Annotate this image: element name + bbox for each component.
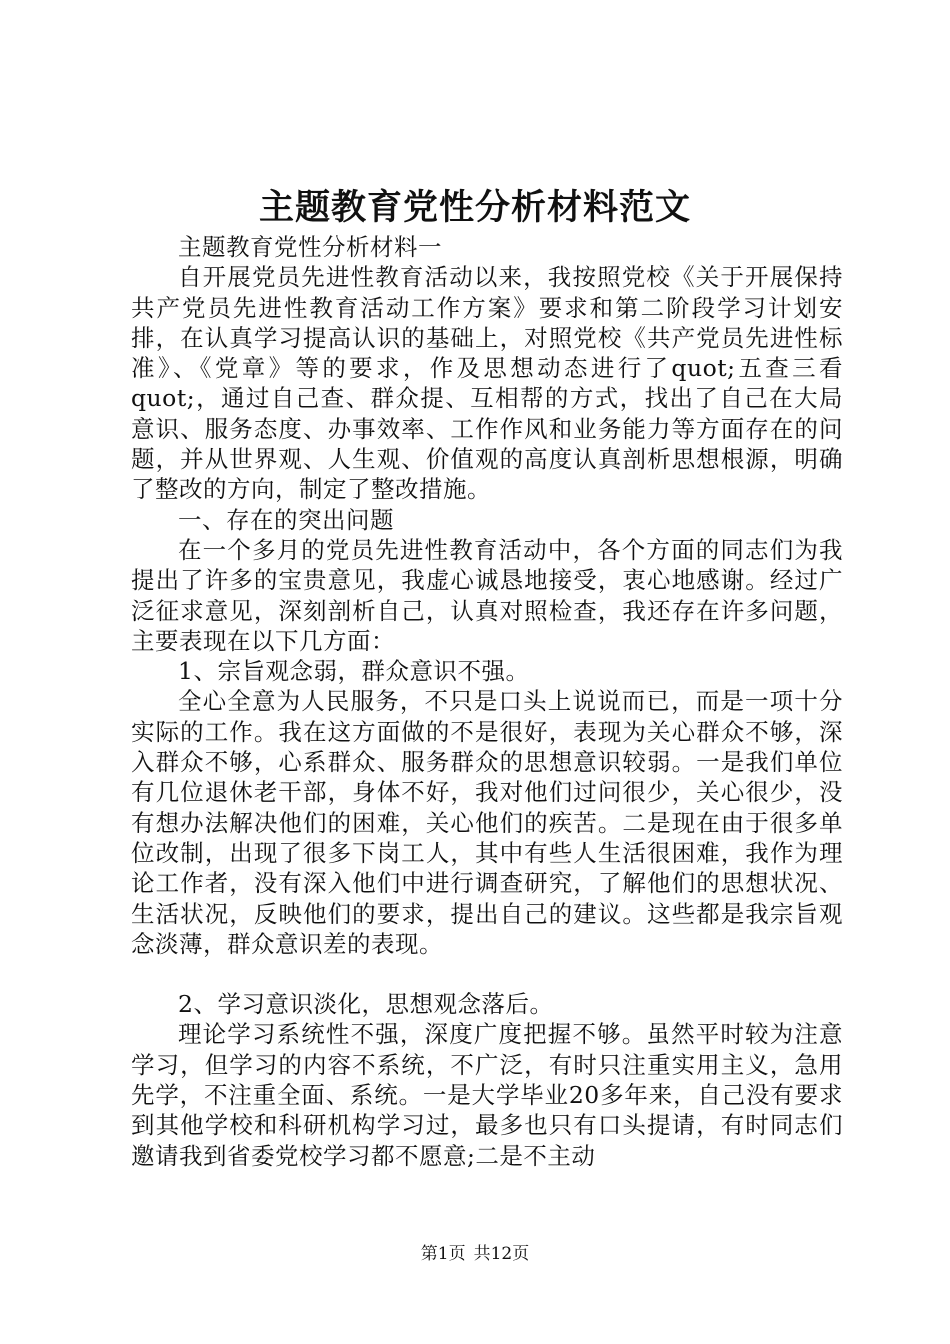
subsection-heading: 1、宗旨观念弱，群众意识不强。 bbox=[178, 657, 530, 686]
section-heading: 一、存在的突出问题 bbox=[178, 505, 394, 534]
page-total: 共12页 bbox=[473, 1244, 530, 1264]
document-body bbox=[131, 232, 843, 1171]
body-paragraph: 自开展党员先进性教育活动以来，我按照党校《关于开展保持共产党员先进性教育活动工作方案》要求和第二阶段学习计划安排，在认真学习提高认识的基础上，对照党校《共产党员先进性标准》、《党章》等的要求，作及思想动态进行了quot;五查三看quot;，通过自己查、群众提、互相帮的方式，找出了自己在大局意识、服务态度、办事效率、工作作风和业务能力等方面存在的问题，并从世界观、人生观、价值观的高度认真剖析思想根源，明确了整改的方向，制定了整改措施。 bbox=[131, 263, 843, 504]
body-paragraph: 在一个多月的党员先进性教育活动中，各个方面的同志们为我提出了许多的宝贵意见，我虚心诚恳地接受，衷心地感谢。经过广泛征求意见，深刻剖析自己，认真对照检查，我还存在许多问题，主要表现在以下几方面： bbox=[131, 535, 843, 655]
page-footer bbox=[0, 1242, 950, 1266]
body-paragraph: 理论学习系统性不强，深度广度把握不够。虽然平时较为注意学习，但学习的内容不系统，不广泛，有时只注重实用主义，急用先学，不注重全面、系统。一是大学毕业20多年来，自己没有要求到其他学校和科研机构学习过，最多也只有口头提请，有时同志们邀请我到省委党校学习都不愿意;二是不主动 bbox=[131, 1020, 843, 1170]
page-number: 第1页 bbox=[420, 1244, 466, 1264]
section-heading: 主题教育党性分析材料一 bbox=[178, 233, 442, 261]
subsection-heading: 2、学习意识淡化，思想观念落后。 bbox=[178, 990, 554, 1019]
document-title: 主题教育党性分析材料范文 bbox=[258, 187, 691, 228]
body-paragraph: 全心全意为人民服务，不只是口头上说说而已，而是一项十分实际的工作。我在这方面做的不是很好，表现为关心群众不够，深入群众不够，心系群众、服务群众的思想意识较弱。一是我们单位有几位退休老干部，身体不好，我对他们过问很少，关心很少，没有想办法解决他们的困难，关心他们的疾苦。二是现在由于很多单位改制，出现了很多下岗工人，其中有些人生活很困难，我作为理论工作者，没有深入他们中进行调查研究，了解他们的思想状况、生活状况，反映他们的要求，提出自己的建议。这些都是我宗旨观念淡薄，群众意识差的表现。 bbox=[131, 687, 843, 958]
